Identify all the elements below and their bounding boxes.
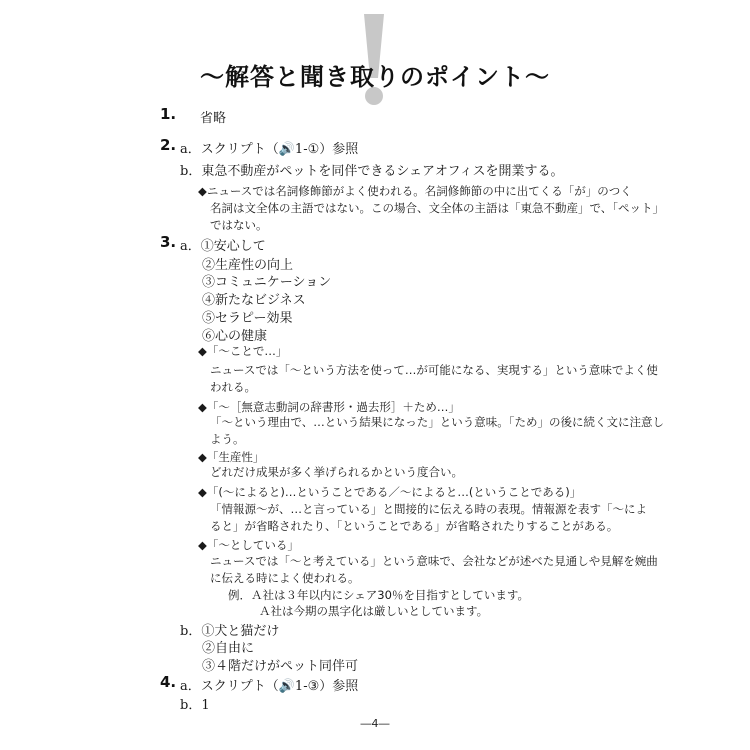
section-2-note-line2: 名詞は文全体の主語ではない。この場合、文全体の主語は「東急不動産」で、「ペット」 xyxy=(210,201,665,215)
point-4-heading: ◆「(〜によると)…ということである／〜によると…(ということである)」 xyxy=(198,485,582,499)
point-3-heading: ◆「生産性」 xyxy=(198,450,265,464)
section-3-b-item-1: b．①犬と猫だけ xyxy=(180,624,280,639)
section-3-a-item-3: ③コミュニケーション xyxy=(202,275,332,290)
section-3-a-item-5: ⑤セラピー効果 xyxy=(202,311,293,326)
point-5-example-1: 例．Ａ社は３年以内にシェア30％を目指すとしています。 xyxy=(228,588,529,602)
point-1-line1: ニュースでは「〜という方法を使って…が可能になる、実現する」という意味でよく使 xyxy=(210,363,658,377)
section-3-b-item-3: ③４階だけがペット同伴可 xyxy=(202,659,359,674)
section-3-a-item-2: ②生産性の向上 xyxy=(202,258,294,273)
point-5-heading: ◆「〜としている」 xyxy=(198,538,299,552)
section-1-answer: 省略 xyxy=(200,111,227,126)
point-2-heading: ◆「〜［無意志動詞の辞書形・過去形］＋ため…」 xyxy=(198,400,460,414)
section-4-number: 4. xyxy=(160,673,177,691)
section-4-b: b．1 xyxy=(180,698,210,713)
section-1-number: 1. xyxy=(160,105,177,123)
section-2-note-line3: ではない。 xyxy=(210,218,268,232)
point-5-line2: に伝える時によく使われる。 xyxy=(210,571,360,585)
section-2-b: b．東急不動産がペットを同伴できるシェアオフィスを開業する。 xyxy=(180,164,564,179)
point-4-line1: 「情報源〜が、…と言っている」と間接的に伝える時の表現。情報源を表す「〜によ xyxy=(210,502,647,516)
section-2-a: a．スクリプト（🔊1-①）参照 xyxy=(180,142,359,157)
point-1-heading: ◆「〜ことで…」 xyxy=(198,344,288,358)
title-area xyxy=(0,14,750,106)
section-4-a: a．スクリプト（🔊1-③）参照 xyxy=(180,679,359,694)
section-3-a-item-6: ⑥心の健康 xyxy=(202,329,268,344)
page-title: 〜解答と聞き取りのポイント〜 xyxy=(200,63,550,91)
section-2-note-line1: ◆ニュースでは名詞修飾節がよく使われる。名詞修飾節の中に出てくる「が」のつく xyxy=(198,184,632,198)
section-3-number: 3. xyxy=(160,233,177,251)
point-1-line2: われる。 xyxy=(210,380,256,394)
point-2-line2: よう。 xyxy=(210,432,245,446)
section-3-a-item-4: ④新たなビジネス xyxy=(202,293,306,308)
section-3-b-item-2: ②自由に xyxy=(202,641,255,656)
point-5-line1: ニュースでは「〜と考えている」という意味で、会社などが述べた見通しや見解を婉曲 xyxy=(210,554,658,568)
page-number: ―4― xyxy=(360,717,390,730)
point-3-line1: どれだけ成果が多く挙げられるかという度合い。 xyxy=(210,465,463,479)
section-2-number: 2. xyxy=(160,136,177,154)
point-4-line2: ると」が省略されたり、「ということである」が省略されたりすることがある。 xyxy=(210,519,619,533)
point-5-example-2: Ａ社は今期の黒字化は厳しいとしています。 xyxy=(259,604,489,618)
point-2-line1: 「〜という理由で、…という結果になった」という意味。「ため」の後に続く文に注意し xyxy=(210,415,665,429)
section-3-a-item-1: a．①安心して xyxy=(180,239,266,254)
